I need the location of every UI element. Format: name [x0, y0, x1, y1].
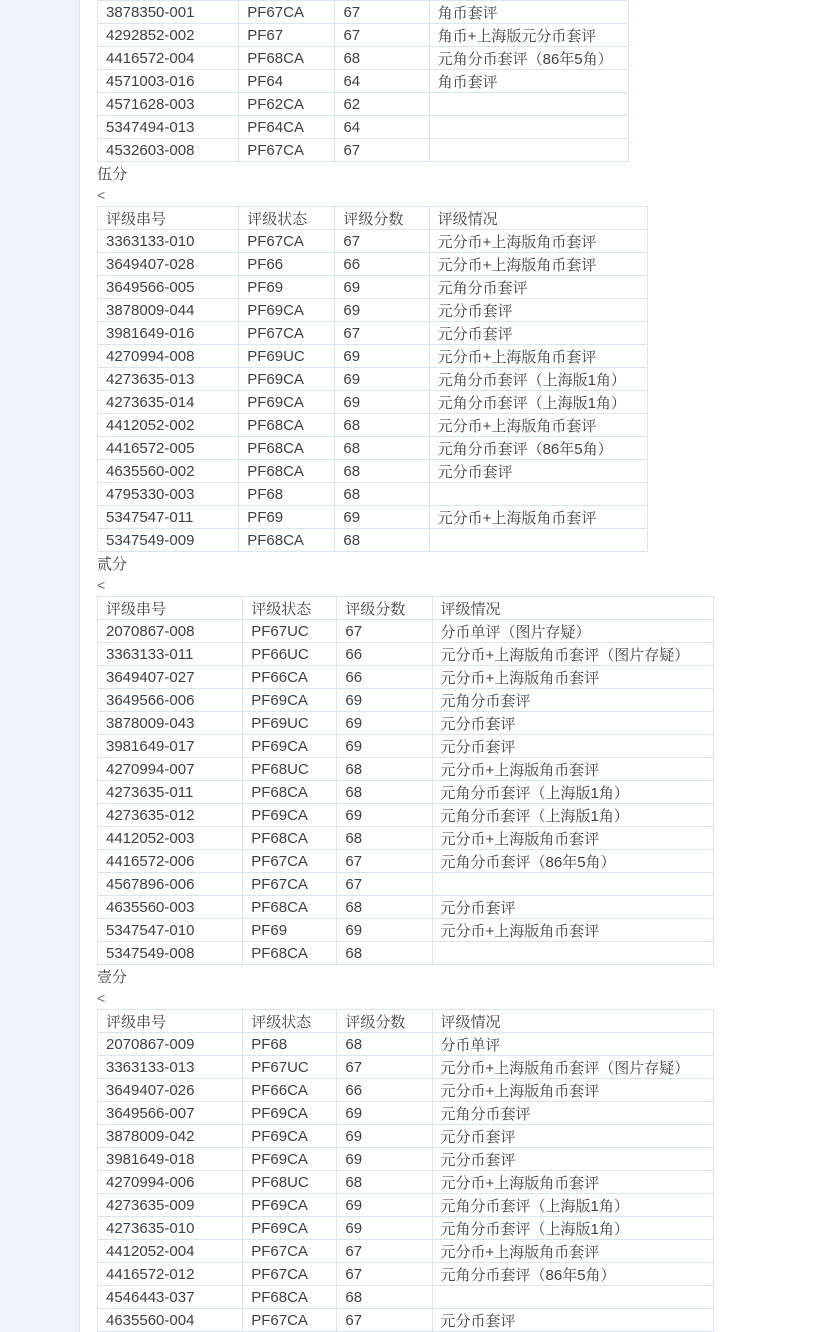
- cell-grade-score: 68: [335, 437, 429, 460]
- cell-serial-number: 4416572-006: [98, 850, 243, 873]
- cell-serial-number: 3649566-006: [98, 689, 243, 712]
- column-header: 评级串号: [98, 1010, 243, 1033]
- cell-grade-score: 69: [335, 506, 429, 529]
- cell-grade-status: PF67CA: [243, 1263, 337, 1286]
- cell-grade-status: PF69CA: [243, 689, 337, 712]
- cell-grade-note: 元分币+上海版角币套评: [432, 1079, 713, 1102]
- cell-grade-status: PF69CA: [243, 1148, 337, 1171]
- cell-serial-number: 4571003-016: [98, 70, 239, 93]
- table-row: [98, 1033, 714, 1056]
- table-row: [98, 735, 714, 758]
- cell-grade-score: 66: [337, 1079, 432, 1102]
- table-row: [98, 116, 629, 139]
- cell-grade-score: 67: [335, 1, 429, 24]
- cell-grade-status: PF69CA: [239, 391, 335, 414]
- cell-grade-note: 角币+上海版元分币套评: [429, 24, 628, 47]
- cell-grade-score: 69: [337, 1194, 432, 1217]
- cell-grade-status: PF68CA: [239, 414, 335, 437]
- cell-serial-number: 5347547-011: [98, 506, 239, 529]
- table-row: [98, 1102, 714, 1125]
- cell-grade-score: 67: [335, 230, 429, 253]
- cell-grade-status: PF67UC: [243, 620, 337, 643]
- cell-grade-score: 69: [337, 1148, 432, 1171]
- cell-grade-status: PF67CA: [239, 1, 335, 24]
- cell-grade-status: PF67UC: [243, 1056, 337, 1079]
- cell-grade-note: 元角分币套评（上海版1角）: [432, 1194, 713, 1217]
- cell-grade-score: 66: [335, 253, 429, 276]
- cell-serial-number: 4567896-006: [98, 873, 243, 896]
- cell-grade-status: PF69CA: [243, 1125, 337, 1148]
- cell-grade-note: 元分币+上海版角币套评（图片存疑）: [432, 643, 713, 666]
- cell-serial-number: 3649407-026: [98, 1079, 243, 1102]
- cell-grade-note: 分币单评: [432, 1033, 713, 1056]
- cell-grade-status: PF67CA: [239, 322, 335, 345]
- cell-serial-number: 4416572-012: [98, 1263, 243, 1286]
- cell-grade-note: 元角分币套评（上海版1角）: [432, 781, 713, 804]
- cell-grade-status: PF67CA: [239, 230, 335, 253]
- cell-grade-score: 64: [335, 116, 429, 139]
- cell-grade-status: PF62CA: [239, 93, 335, 116]
- cell-grade-status: PF68UC: [243, 758, 337, 781]
- table-row: [98, 1309, 714, 1332]
- cell-grade-status: PF68CA: [239, 437, 335, 460]
- table-row: [98, 529, 648, 552]
- cell-serial-number: 4273635-013: [98, 368, 239, 391]
- cell-grade-status: PF68CA: [243, 942, 337, 965]
- table-row: [98, 896, 714, 919]
- cell-grade-status: PF68UC: [243, 1171, 337, 1194]
- section-title: 贰分: [97, 556, 128, 573]
- cell-serial-number: 4635560-003: [98, 896, 243, 919]
- section-title: 壹分: [97, 969, 128, 986]
- cell-serial-number: 4546443-037: [98, 1286, 243, 1309]
- cell-serial-number: 4270994-007: [98, 758, 243, 781]
- cell-grade-status: PF69CA: [239, 368, 335, 391]
- cell-serial-number: 3649407-027: [98, 666, 243, 689]
- cell-grade-score: 67: [335, 322, 429, 345]
- cell-grade-note: 元角分币套评（86年5角）: [432, 850, 713, 873]
- cell-grade-status: PF68CA: [243, 896, 337, 919]
- cell-serial-number: 4273635-014: [98, 391, 239, 414]
- cell-grade-note: 角币套评: [429, 70, 628, 93]
- cell-grade-score: 67: [337, 850, 432, 873]
- cell-serial-number: 3363133-010: [98, 230, 239, 253]
- cell-grade-score: 69: [337, 735, 432, 758]
- cell-grade-score: 69: [337, 1125, 432, 1148]
- cell-serial-number: 4412052-002: [98, 414, 239, 437]
- cell-grade-score: 69: [335, 368, 429, 391]
- table-row: [98, 1148, 714, 1171]
- table-row: [98, 93, 629, 116]
- table-scroll-indicator: <: [97, 187, 106, 203]
- cell-grade-note: [429, 93, 628, 116]
- cell-grade-score: 68: [337, 1033, 432, 1056]
- cell-grade-note: [429, 529, 647, 552]
- table-row: [98, 47, 629, 70]
- cell-grade-score: 66: [337, 643, 432, 666]
- table-row: [98, 437, 648, 460]
- table-row: [98, 253, 648, 276]
- cell-grade-status: PF69CA: [243, 1194, 337, 1217]
- cell-grade-score: 68: [335, 414, 429, 437]
- cell-grade-note: 元分币套评: [432, 735, 713, 758]
- cell-grade-note: 元分币+上海版角币套评: [429, 230, 647, 253]
- cell-serial-number: 4416572-005: [98, 437, 239, 460]
- table-row: [98, 1079, 714, 1102]
- cell-grade-note: 元分币套评: [432, 1309, 713, 1332]
- cell-serial-number: 4635560-004: [98, 1309, 243, 1332]
- cell-grade-score: 67: [337, 873, 432, 896]
- cell-serial-number: 3363133-011: [98, 643, 243, 666]
- cell-grade-status: PF67: [239, 24, 335, 47]
- column-header: 评级状态: [243, 1010, 337, 1033]
- cell-grade-score: 66: [337, 666, 432, 689]
- cell-serial-number: 3878009-044: [98, 299, 239, 322]
- cell-grade-note: 元角分币套评（上海版1角）: [429, 391, 647, 414]
- cell-serial-number: 3649566-007: [98, 1102, 243, 1125]
- cell-grade-note: 元角分币套评（上海版1角）: [429, 368, 647, 391]
- cell-grade-status: PF64: [239, 70, 335, 93]
- table-row: [98, 24, 629, 47]
- column-header: 评级情况: [432, 1010, 713, 1033]
- cell-grade-note: [429, 139, 628, 162]
- cell-grade-note: 元角分币套评: [429, 276, 647, 299]
- cell-grade-status: PF67CA: [239, 139, 335, 162]
- table-row: [98, 919, 714, 942]
- column-header: 评级串号: [98, 207, 239, 230]
- table-row: [98, 1125, 714, 1148]
- table-row: [98, 460, 648, 483]
- cell-serial-number: 4635560-002: [98, 460, 239, 483]
- cell-grade-status: PF64CA: [239, 116, 335, 139]
- table-row: [98, 322, 648, 345]
- cell-grade-note: 分币单评（图片存疑）: [432, 620, 713, 643]
- cell-serial-number: 5347547-010: [98, 919, 243, 942]
- cell-serial-number: 3981649-017: [98, 735, 243, 758]
- table-row: [98, 230, 648, 253]
- cell-serial-number: 4412052-004: [98, 1240, 243, 1263]
- cell-grade-score: 69: [337, 712, 432, 735]
- cell-grade-status: PF66CA: [243, 666, 337, 689]
- cell-grade-note: 元分币套评: [429, 460, 647, 483]
- cell-grade-score: 67: [337, 1056, 432, 1079]
- cell-grade-score: 67: [337, 620, 432, 643]
- cell-grade-status: PF66UC: [243, 643, 337, 666]
- cell-grade-note: 元角分币套评（上海版1角）: [432, 1217, 713, 1240]
- table-row: [98, 643, 714, 666]
- cell-grade-status: PF68CA: [243, 1286, 337, 1309]
- table-scroll-indicator: <: [97, 577, 106, 593]
- cell-serial-number: 4273635-011: [98, 781, 243, 804]
- cell-serial-number: 4795330-003: [98, 483, 239, 506]
- table-row: [98, 1217, 714, 1240]
- table-row: [98, 827, 714, 850]
- grading-table: [97, 596, 714, 965]
- table-scroll-indicator: <: [97, 990, 106, 1006]
- table-row: [98, 942, 714, 965]
- table-row: [98, 368, 648, 391]
- cell-grade-status: PF68CA: [239, 529, 335, 552]
- content: [80, 0, 828, 1332]
- cell-grade-status: PF69UC: [239, 345, 335, 368]
- cell-grade-status: PF69CA: [243, 1217, 337, 1240]
- cell-grade-note: 元分币+上海版角币套评: [432, 919, 713, 942]
- table-row: [98, 804, 714, 827]
- cell-serial-number: 4292852-002: [98, 24, 239, 47]
- cell-serial-number: 2070867-008: [98, 620, 243, 643]
- cell-grade-note: 元分币+上海版角币套评: [429, 506, 647, 529]
- cell-grade-score: 69: [335, 276, 429, 299]
- cell-serial-number: 4532603-008: [98, 139, 239, 162]
- cell-serial-number: 4412052-003: [98, 827, 243, 850]
- cell-grade-score: 69: [337, 804, 432, 827]
- cell-grade-status: PF69: [243, 919, 337, 942]
- table-row: [98, 1240, 714, 1263]
- table-header-row: [98, 207, 648, 230]
- table-row: [98, 850, 714, 873]
- cell-grade-note: 元角分币套评: [432, 689, 713, 712]
- cell-grade-score: 67: [337, 1240, 432, 1263]
- table-row: [98, 414, 648, 437]
- cell-grade-note: [429, 116, 628, 139]
- cell-grade-note: 元分币+上海版角币套评: [432, 758, 713, 781]
- table-row: [98, 139, 629, 162]
- table-row: [98, 70, 629, 93]
- cell-serial-number: 4270994-008: [98, 345, 239, 368]
- cell-grade-status: PF67CA: [243, 873, 337, 896]
- cell-grade-score: 68: [337, 1171, 432, 1194]
- cell-serial-number: 5347494-013: [98, 116, 239, 139]
- table-row: [98, 620, 714, 643]
- cell-grade-score: 69: [335, 299, 429, 322]
- cell-serial-number: 3878009-042: [98, 1125, 243, 1148]
- grading-table: [97, 1009, 714, 1332]
- table-row: [98, 391, 648, 414]
- cell-grade-score: 69: [337, 1102, 432, 1125]
- table-row: [98, 276, 648, 299]
- table-row: [98, 506, 648, 529]
- cell-grade-score: 67: [337, 1309, 432, 1332]
- column-header: 评级分数: [337, 597, 432, 620]
- cell-grade-score: 68: [337, 758, 432, 781]
- cell-grade-note: 元角分币套评: [432, 1102, 713, 1125]
- cell-grade-score: 68: [335, 47, 429, 70]
- cell-grade-note: 元分币套评: [432, 712, 713, 735]
- cell-grade-note: 元分币套评: [432, 896, 713, 919]
- cell-grade-note: 元分币+上海版角币套评: [429, 253, 647, 276]
- table-header-row: [98, 597, 714, 620]
- cell-serial-number: 4273635-009: [98, 1194, 243, 1217]
- cell-grade-score: 67: [335, 24, 429, 47]
- column-header: 评级分数: [337, 1010, 432, 1033]
- cell-grade-score: 64: [335, 70, 429, 93]
- table-row: [98, 1, 629, 24]
- column-header: 评级状态: [243, 597, 337, 620]
- cell-serial-number: 4571628-003: [98, 93, 239, 116]
- cell-grade-note: [432, 873, 713, 896]
- cell-grade-note: 元角分币套评（86年5角）: [429, 47, 628, 70]
- cell-grade-score: 62: [335, 93, 429, 116]
- cell-serial-number: 3878009-043: [98, 712, 243, 735]
- cell-grade-status: PF68CA: [239, 47, 335, 70]
- column-header: 评级状态: [239, 207, 335, 230]
- cell-grade-status: PF69CA: [243, 735, 337, 758]
- cell-serial-number: 4273635-012: [98, 804, 243, 827]
- cell-grade-score: 68: [337, 942, 432, 965]
- cell-grade-note: [432, 1286, 713, 1309]
- cell-grade-score: 68: [337, 1286, 432, 1309]
- table-row: [98, 1056, 714, 1079]
- cell-grade-score: 69: [337, 689, 432, 712]
- table-header-row: [98, 1010, 714, 1033]
- table-row: [98, 483, 648, 506]
- cell-serial-number: 3649407-028: [98, 253, 239, 276]
- cell-grade-status: PF66CA: [243, 1079, 337, 1102]
- left-sidebar: [0, 0, 80, 1332]
- cell-grade-status: PF67CA: [243, 850, 337, 873]
- cell-grade-status: PF69CA: [239, 299, 335, 322]
- cell-grade-note: 元分币套评: [429, 299, 647, 322]
- cell-grade-status: PF69CA: [243, 804, 337, 827]
- cell-grade-score: 67: [335, 139, 429, 162]
- cell-serial-number: 5347549-008: [98, 942, 243, 965]
- table-row: [98, 1194, 714, 1217]
- cell-grade-status: PF69: [239, 276, 335, 299]
- cell-grade-note: [432, 942, 713, 965]
- cell-grade-status: PF68: [243, 1033, 337, 1056]
- cell-grade-status: PF69: [239, 506, 335, 529]
- table-row: [98, 1263, 714, 1286]
- cell-grade-note: 元分币套评: [432, 1148, 713, 1171]
- cell-grade-score: 68: [335, 529, 429, 552]
- table-row: [98, 712, 714, 735]
- cell-grade-note: 元角分币套评（上海版1角）: [432, 804, 713, 827]
- cell-grade-note: 元分币套评: [429, 322, 647, 345]
- cell-grade-note: 元分币+上海版角币套评: [432, 666, 713, 689]
- cell-grade-score: 67: [337, 1263, 432, 1286]
- column-header: 评级情况: [429, 207, 647, 230]
- cell-serial-number: 5347549-009: [98, 529, 239, 552]
- cell-grade-note: 元分币+上海版角币套评: [432, 1171, 713, 1194]
- cell-grade-score: 68: [335, 460, 429, 483]
- cell-grade-note: [429, 483, 647, 506]
- cell-grade-score: 69: [335, 391, 429, 414]
- cell-grade-status: PF68: [239, 483, 335, 506]
- cell-serial-number: 4416572-004: [98, 47, 239, 70]
- column-header: 评级情况: [432, 597, 713, 620]
- cell-serial-number: 3981649-016: [98, 322, 239, 345]
- table-row: [98, 1286, 714, 1309]
- cell-grade-status: PF68CA: [243, 781, 337, 804]
- cell-grade-score: 68: [335, 483, 429, 506]
- cell-grade-status: PF67CA: [243, 1309, 337, 1332]
- grading-table: [97, 0, 629, 162]
- cell-grade-note: 元角分币套评（86年5角）: [432, 1263, 713, 1286]
- cell-grade-score: 69: [337, 919, 432, 942]
- cell-grade-note: 元分币+上海版角币套评: [432, 1240, 713, 1263]
- cell-grade-status: PF66: [239, 253, 335, 276]
- table-row: [98, 345, 648, 368]
- table-row: [98, 873, 714, 896]
- table-row: [98, 1171, 714, 1194]
- cell-grade-score: 68: [337, 781, 432, 804]
- cell-grade-score: 68: [337, 827, 432, 850]
- cell-grade-note: 元分币+上海版角币套评: [429, 345, 647, 368]
- table-row: [98, 666, 714, 689]
- cell-grade-score: 69: [335, 345, 429, 368]
- cell-serial-number: 4270994-006: [98, 1171, 243, 1194]
- cell-grade-note: 元分币套评: [432, 1125, 713, 1148]
- cell-serial-number: 4273635-010: [98, 1217, 243, 1240]
- cell-serial-number: 3878350-001: [98, 1, 239, 24]
- cell-grade-status: PF68CA: [243, 827, 337, 850]
- cell-grade-note: 元分币+上海版角币套评: [429, 414, 647, 437]
- cell-grade-status: PF69CA: [243, 1102, 337, 1125]
- cell-grade-status: PF69UC: [243, 712, 337, 735]
- cell-grade-note: 元角分币套评（86年5角）: [429, 437, 647, 460]
- table-row: [98, 758, 714, 781]
- section-title: 伍分: [97, 166, 128, 183]
- cell-serial-number: 3649566-005: [98, 276, 239, 299]
- cell-serial-number: 3363133-013: [98, 1056, 243, 1079]
- cell-grade-note: 元分币+上海版角币套评: [432, 827, 713, 850]
- cell-grade-note: 角币套评: [429, 1, 628, 24]
- column-header: 评级分数: [335, 207, 429, 230]
- grading-table: [97, 206, 648, 552]
- cell-grade-note: 元分币+上海版角币套评（图片存疑）: [432, 1056, 713, 1079]
- table-row: [98, 781, 714, 804]
- cell-serial-number: 3981649-018: [98, 1148, 243, 1171]
- cell-serial-number: 2070867-009: [98, 1033, 243, 1056]
- cell-grade-status: PF68CA: [239, 460, 335, 483]
- cell-grade-score: 68: [337, 896, 432, 919]
- column-header: 评级串号: [98, 597, 243, 620]
- table-row: [98, 689, 714, 712]
- table-row: [98, 299, 648, 322]
- cell-grade-status: PF67CA: [243, 1240, 337, 1263]
- cell-grade-score: 69: [337, 1217, 432, 1240]
